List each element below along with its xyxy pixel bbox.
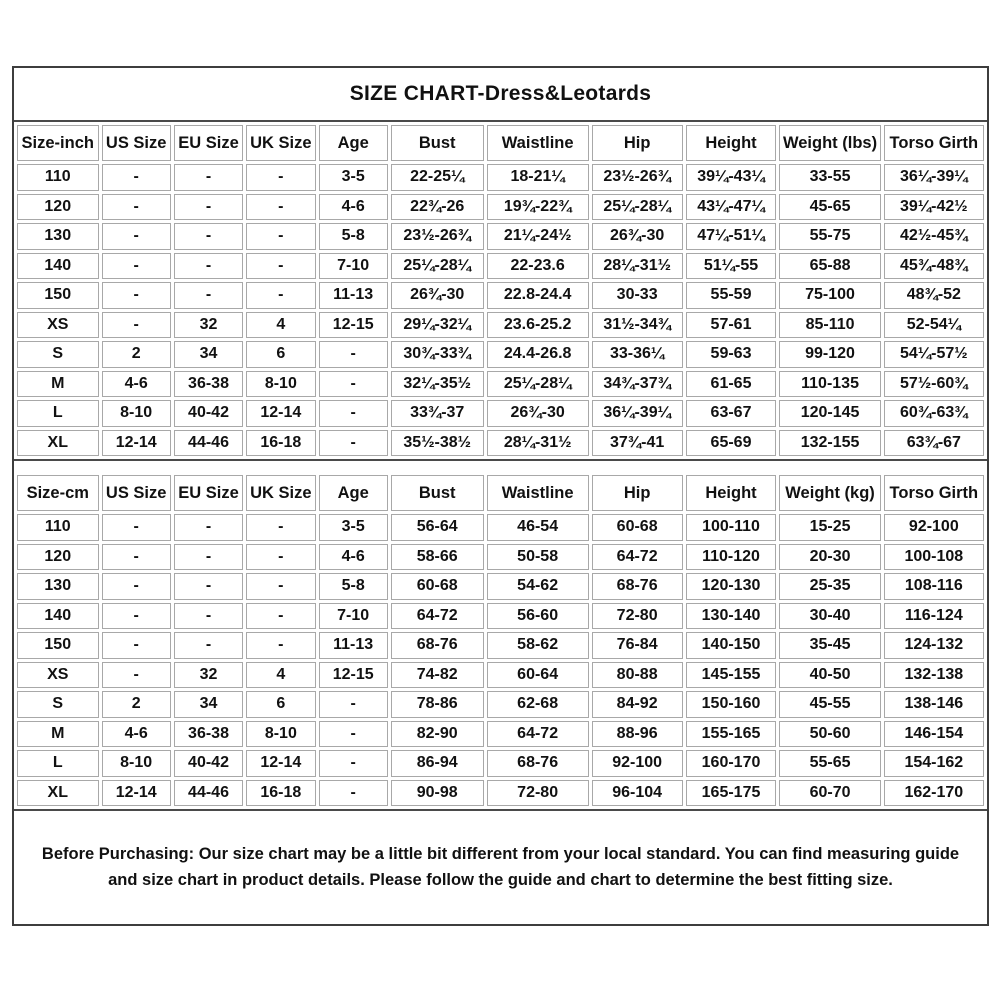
- table-cell: 58-66: [391, 544, 484, 571]
- table-cell: 86-94: [391, 750, 484, 777]
- table-cell: 25¼-28¼: [487, 371, 589, 398]
- header-row: [17, 125, 984, 161]
- table-cell: -: [102, 164, 171, 191]
- column-header: Size-inch: [17, 125, 99, 161]
- table-cell: 100-110: [686, 514, 777, 541]
- table-row: [17, 750, 984, 777]
- table-cell: 12-14: [246, 750, 315, 777]
- table-cell: 84-92: [592, 691, 683, 718]
- table-cell: 23.6-25.2: [487, 312, 589, 339]
- table-cell: 8-10: [102, 750, 171, 777]
- table-row: [17, 164, 984, 191]
- table-divider: [14, 459, 987, 472]
- table-cell: 4-6: [102, 721, 171, 748]
- table-cell: 72-80: [592, 603, 683, 630]
- table-cell: 39¼-42½: [884, 194, 984, 221]
- column-header: Bust: [391, 125, 484, 161]
- table-cell: 110-120: [686, 544, 777, 571]
- table-cell: -: [246, 632, 315, 659]
- table-cell: 26¾-30: [592, 223, 683, 250]
- table-cell: 39¼-43¼: [686, 164, 777, 191]
- table-cell: 92-100: [592, 750, 683, 777]
- size-table-inch: [14, 122, 987, 459]
- table-cell: 46-54: [487, 514, 589, 541]
- table-cell: 82-90: [391, 721, 484, 748]
- table-cell: 8-10: [246, 721, 315, 748]
- table-cell: 120: [17, 544, 99, 571]
- table-cell: 110: [17, 514, 99, 541]
- table-cell: 59-63: [686, 341, 777, 368]
- table-row: [17, 341, 984, 368]
- table-cell: 4-6: [102, 371, 171, 398]
- table-cell: 60-70: [779, 780, 880, 807]
- column-header: US Size: [102, 475, 171, 511]
- table-cell: 155-165: [686, 721, 777, 748]
- table-cell: 80-88: [592, 662, 683, 689]
- table-cell: 34¾-37¾: [592, 371, 683, 398]
- table-cell: 63¾-67: [884, 430, 984, 457]
- table-cell: 56-60: [487, 603, 589, 630]
- table-row: [17, 691, 984, 718]
- column-header: Bust: [391, 475, 484, 511]
- table-cell: 56-64: [391, 514, 484, 541]
- header-row: [17, 475, 984, 511]
- table-cell: -: [102, 544, 171, 571]
- column-header: Waistline: [487, 475, 589, 511]
- table-cell: 34: [174, 341, 243, 368]
- column-header: US Size: [102, 125, 171, 161]
- table-cell: -: [102, 312, 171, 339]
- table-cell: 124-132: [884, 632, 984, 659]
- column-header: Hip: [592, 125, 683, 161]
- table-cell: 33¾-37: [391, 400, 484, 427]
- column-header: Weight (lbs): [779, 125, 880, 161]
- table-row: [17, 721, 984, 748]
- table-cell: 65-69: [686, 430, 777, 457]
- table-cell: -: [174, 282, 243, 309]
- table-cell: -: [174, 544, 243, 571]
- table-cell: 75-100: [779, 282, 880, 309]
- table-cell: 150: [17, 632, 99, 659]
- table-cell: 7-10: [319, 253, 388, 280]
- table-cell: 40-50: [779, 662, 880, 689]
- table-cell: 24.4-26.8: [487, 341, 589, 368]
- table-cell: -: [102, 603, 171, 630]
- table-cell: 44-46: [174, 430, 243, 457]
- table-cell: -: [174, 632, 243, 659]
- table-cell: 26¾-30: [391, 282, 484, 309]
- table-cell: -: [102, 194, 171, 221]
- table-cell: XS: [17, 662, 99, 689]
- size-chart-panel: [12, 66, 989, 926]
- table-cell: -: [174, 573, 243, 600]
- table-cell: 92-100: [884, 514, 984, 541]
- table-row: [17, 573, 984, 600]
- table-cell: -: [174, 223, 243, 250]
- table-cell: -: [102, 253, 171, 280]
- table-cell: XS: [17, 312, 99, 339]
- table-cell: -: [246, 253, 315, 280]
- table-cell: 26¾-30: [487, 400, 589, 427]
- table-cell: 33-36¼: [592, 341, 683, 368]
- table-cell: 43¼-47¼: [686, 194, 777, 221]
- table-row: [17, 544, 984, 571]
- column-header: Age: [319, 475, 388, 511]
- table-cell: 28¼-31½: [487, 430, 589, 457]
- table-cell: 120-130: [686, 573, 777, 600]
- table-cell: 68-76: [487, 750, 589, 777]
- table-cell: 150: [17, 282, 99, 309]
- table-row: [17, 282, 984, 309]
- table-cell: 150-160: [686, 691, 777, 718]
- table-row: [17, 603, 984, 630]
- table-cell: -: [319, 341, 388, 368]
- table-cell: 64-72: [487, 721, 589, 748]
- column-header: UK Size: [246, 475, 315, 511]
- table-cell: 88-96: [592, 721, 683, 748]
- table-cell: -: [102, 282, 171, 309]
- table-cell: 110-135: [779, 371, 880, 398]
- table-cell: 120: [17, 194, 99, 221]
- table-cell: -: [246, 282, 315, 309]
- table-cell: 116-124: [884, 603, 984, 630]
- table-cell: 6: [246, 341, 315, 368]
- table-cell: 76-84: [592, 632, 683, 659]
- table-cell: 11-13: [319, 632, 388, 659]
- table-cell: -: [174, 514, 243, 541]
- table-cell: 22¾-26: [391, 194, 484, 221]
- table-cell: 45-65: [779, 194, 880, 221]
- table-cell: -: [246, 223, 315, 250]
- table-cell: 110: [17, 164, 99, 191]
- column-header: Waistline: [487, 125, 589, 161]
- table-cell: S: [17, 341, 99, 368]
- table-cell: 99-120: [779, 341, 880, 368]
- table-cell: L: [17, 400, 99, 427]
- table-cell: 18-21¼: [487, 164, 589, 191]
- table-cell: 12-14: [102, 430, 171, 457]
- table-cell: 44-46: [174, 780, 243, 807]
- table-cell: 12-15: [319, 312, 388, 339]
- table-cell: 12-14: [102, 780, 171, 807]
- table-cell: 40-42: [174, 400, 243, 427]
- table-cell: 31½-34¾: [592, 312, 683, 339]
- table-cell: 132-155: [779, 430, 880, 457]
- table-cell: 145-155: [686, 662, 777, 689]
- table-cell: 42½-45¾: [884, 223, 984, 250]
- table-cell: 3-5: [319, 164, 388, 191]
- table-cell: 6: [246, 691, 315, 718]
- size-table-cm: [14, 472, 987, 809]
- table-cell: -: [174, 164, 243, 191]
- table-cell: 4: [246, 312, 315, 339]
- table-cell: -: [319, 430, 388, 457]
- table-cell: 57-61: [686, 312, 777, 339]
- table-row: [17, 371, 984, 398]
- table-cell: 154-162: [884, 750, 984, 777]
- table-row: [17, 223, 984, 250]
- table-cell: -: [246, 544, 315, 571]
- table-cell: M: [17, 721, 99, 748]
- table-cell: -: [246, 164, 315, 191]
- table-cell: 7-10: [319, 603, 388, 630]
- page-title: SIZE CHART-Dress&Leotards: [14, 68, 987, 122]
- column-header: EU Size: [174, 475, 243, 511]
- table-cell: 8-10: [102, 400, 171, 427]
- table-cell: 50-60: [779, 721, 880, 748]
- table-cell: 96-104: [592, 780, 683, 807]
- table-cell: -: [246, 573, 315, 600]
- table-cell: 4-6: [319, 544, 388, 571]
- table-cell: XL: [17, 780, 99, 807]
- table-row: [17, 400, 984, 427]
- table-cell: 36-38: [174, 721, 243, 748]
- table-cell: 100-108: [884, 544, 984, 571]
- table-cell: -: [319, 721, 388, 748]
- table-row: [17, 430, 984, 457]
- table-cell: 32: [174, 312, 243, 339]
- table-cell: 4: [246, 662, 315, 689]
- table-row: [17, 662, 984, 689]
- table-cell: 21¼-24½: [487, 223, 589, 250]
- table-row: [17, 253, 984, 280]
- table-cell: 30¾-33¾: [391, 341, 484, 368]
- table-cell: 60¾-63¾: [884, 400, 984, 427]
- column-header: Height: [686, 125, 777, 161]
- table-cell: 68-76: [592, 573, 683, 600]
- table-cell: 37¾-41: [592, 430, 683, 457]
- table-cell: 63-67: [686, 400, 777, 427]
- table-cell: -: [246, 514, 315, 541]
- table-cell: 28¼-31½: [592, 253, 683, 280]
- table-cell: -: [174, 194, 243, 221]
- table-cell: 36-38: [174, 371, 243, 398]
- table-cell: 74-82: [391, 662, 484, 689]
- table-cell: -: [102, 632, 171, 659]
- table-cell: 23½-26¾: [391, 223, 484, 250]
- table-cell: 34: [174, 691, 243, 718]
- table-row: [17, 194, 984, 221]
- table-cell: 16-18: [246, 780, 315, 807]
- table-cell: 23½-26¾: [592, 164, 683, 191]
- table-cell: 140-150: [686, 632, 777, 659]
- table-cell: 138-146: [884, 691, 984, 718]
- table-cell: 55-59: [686, 282, 777, 309]
- table-cell: 12-14: [246, 400, 315, 427]
- table-cell: 61-65: [686, 371, 777, 398]
- table-cell: 62-68: [487, 691, 589, 718]
- table-cell: 35½-38½: [391, 430, 484, 457]
- table-cell: 90-98: [391, 780, 484, 807]
- column-header: UK Size: [246, 125, 315, 161]
- table-cell: 36¼-39¼: [592, 400, 683, 427]
- table-cell: 130: [17, 223, 99, 250]
- table-cell: 54¼-57½: [884, 341, 984, 368]
- table-cell: 3-5: [319, 514, 388, 541]
- table-cell: 45-55: [779, 691, 880, 718]
- column-header: Age: [319, 125, 388, 161]
- column-header: Hip: [592, 475, 683, 511]
- table-cell: 11-13: [319, 282, 388, 309]
- table-cell: 36¼-39¼: [884, 164, 984, 191]
- table-cell: 16-18: [246, 430, 315, 457]
- table-row: [17, 312, 984, 339]
- table-cell: 160-170: [686, 750, 777, 777]
- column-header: Size-cm: [17, 475, 99, 511]
- table-cell: 60-64: [487, 662, 589, 689]
- table-cell: 68-76: [391, 632, 484, 659]
- table-cell: 22.8-24.4: [487, 282, 589, 309]
- table-cell: 60-68: [391, 573, 484, 600]
- table-cell: S: [17, 691, 99, 718]
- table-cell: 47¼-51¼: [686, 223, 777, 250]
- table-cell: 162-170: [884, 780, 984, 807]
- table-cell: 78-86: [391, 691, 484, 718]
- table-cell: -: [319, 371, 388, 398]
- table-cell: 130-140: [686, 603, 777, 630]
- table-cell: 130: [17, 573, 99, 600]
- table-cell: -: [319, 780, 388, 807]
- column-header: EU Size: [174, 125, 243, 161]
- table-cell: L: [17, 750, 99, 777]
- table-cell: 58-62: [487, 632, 589, 659]
- table-cell: 12-15: [319, 662, 388, 689]
- table-cell: 50-58: [487, 544, 589, 571]
- table-cell: -: [246, 194, 315, 221]
- table-cell: 72-80: [487, 780, 589, 807]
- table-row: [17, 632, 984, 659]
- table-cell: 25¼-28¼: [592, 194, 683, 221]
- table-cell: 22-23.6: [487, 253, 589, 280]
- table-cell: 25-35: [779, 573, 880, 600]
- column-header: Height: [686, 475, 777, 511]
- table-cell: XL: [17, 430, 99, 457]
- table-cell: 20-30: [779, 544, 880, 571]
- table-cell: 2: [102, 691, 171, 718]
- table-cell: 51¼-55: [686, 253, 777, 280]
- table-cell: -: [102, 662, 171, 689]
- table-cell: M: [17, 371, 99, 398]
- table-cell: 65-88: [779, 253, 880, 280]
- table-cell: 4-6: [319, 194, 388, 221]
- table-cell: 33-55: [779, 164, 880, 191]
- table-cell: -: [174, 253, 243, 280]
- table-cell: 32: [174, 662, 243, 689]
- table-cell: 52-54¼: [884, 312, 984, 339]
- table-cell: 55-75: [779, 223, 880, 250]
- table-cell: 48¾-52: [884, 282, 984, 309]
- table-cell: 32¼-35½: [391, 371, 484, 398]
- table-cell: 5-8: [319, 223, 388, 250]
- table-cell: 5-8: [319, 573, 388, 600]
- table-cell: 85-110: [779, 312, 880, 339]
- table-cell: 60-68: [592, 514, 683, 541]
- table-cell: 35-45: [779, 632, 880, 659]
- table-cell: 2: [102, 341, 171, 368]
- table-cell: -: [319, 400, 388, 427]
- table-cell: -: [319, 750, 388, 777]
- table-row: [17, 514, 984, 541]
- table-cell: 140: [17, 253, 99, 280]
- table-cell: 132-138: [884, 662, 984, 689]
- table-cell: 8-10: [246, 371, 315, 398]
- table-cell: -: [102, 223, 171, 250]
- table-cell: -: [319, 691, 388, 718]
- table-cell: 146-154: [884, 721, 984, 748]
- table-cell: 55-65: [779, 750, 880, 777]
- table-cell: 30-33: [592, 282, 683, 309]
- table-cell: 120-145: [779, 400, 880, 427]
- table-cell: -: [102, 514, 171, 541]
- table-cell: 64-72: [391, 603, 484, 630]
- table-cell: 29¼-32¼: [391, 312, 484, 339]
- column-header: Torso Girth: [884, 125, 984, 161]
- table-cell: 64-72: [592, 544, 683, 571]
- table-cell: 30-40: [779, 603, 880, 630]
- table-cell: 22-25¼: [391, 164, 484, 191]
- table-cell: -: [102, 573, 171, 600]
- table-cell: 25¼-28¼: [391, 253, 484, 280]
- table-cell: 108-116: [884, 573, 984, 600]
- column-header: Weight (kg): [779, 475, 880, 511]
- table-row: [17, 780, 984, 807]
- table-cell: -: [174, 603, 243, 630]
- table-cell: 57½-60¾: [884, 371, 984, 398]
- table-cell: 54-62: [487, 573, 589, 600]
- table-cell: 45¾-48¾: [884, 253, 984, 280]
- table-cell: -: [246, 603, 315, 630]
- column-header: Torso Girth: [884, 475, 984, 511]
- table-cell: 19¾-22¾: [487, 194, 589, 221]
- table-cell: 15-25: [779, 514, 880, 541]
- table-cell: 165-175: [686, 780, 777, 807]
- table-cell: 140: [17, 603, 99, 630]
- purchase-note: Before Purchasing: Our size chart may be a little bit different from your local standard. You can find measuring guide and size chart in product details. Please follow the guide and chart to determine the best fitting size.: [14, 809, 987, 924]
- table-cell: 40-42: [174, 750, 243, 777]
